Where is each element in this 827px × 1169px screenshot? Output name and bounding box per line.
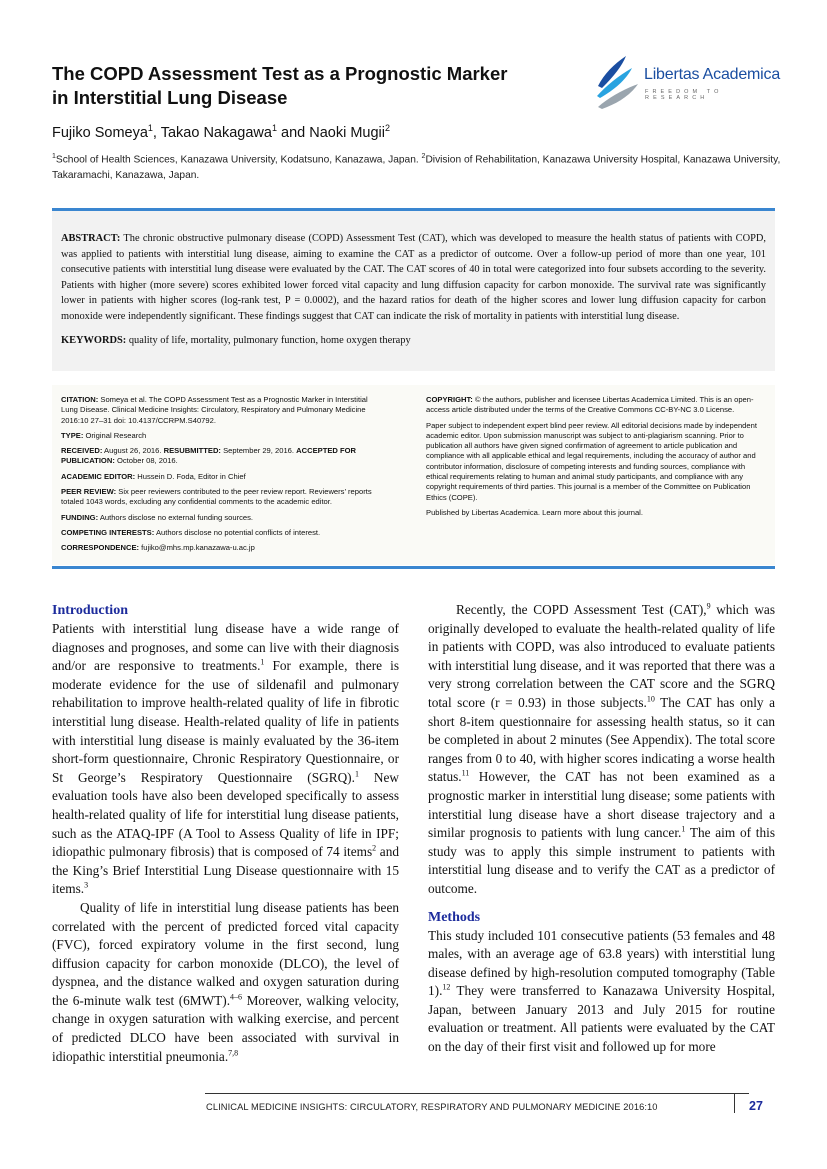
academic-editor: ACADEMIC EDITOR: Hussein D. Foda, Editor in Chief bbox=[61, 471, 246, 481]
footer-divider bbox=[734, 1093, 735, 1113]
article-info-panel bbox=[52, 385, 775, 565]
dates: RECEIVED: August 26, 2016. RESUBMITTED: September 29, 2016. ACCEPTED FOR PUBLICATION: October 08, 2016. bbox=[61, 446, 357, 466]
body-column-left bbox=[52, 601, 399, 1066]
section-heading-introduction: Introduction bbox=[52, 603, 128, 618]
paragraph: This study included 101 consecutive patients (53 females and 48 males, with an average age of 63.8 years) with interstitial lung disease defined by high-resolution computed tomography (Table 1).$^{12}$ They were transferred to Kanazawa University Hospital, Japan, between January 2013 and July 2015 for routine evaluation or treatment. All patients were evaluated by the CAT on the day of their first visit and followed up for more bbox=[428, 927, 775, 1055]
footer-rule bbox=[205, 1093, 749, 1094]
publisher-logo bbox=[594, 52, 784, 110]
learn-more-link[interactable]: Learn more about this journal. bbox=[542, 507, 643, 517]
peer-review: PEER REVIEW: Six peer reviewers contributed to the peer review report. Reviewers’ reports totaled 1043 words, excluding any confidential comments to the academic editor. bbox=[61, 487, 372, 507]
author-name: Naoki Mugii bbox=[309, 124, 385, 141]
article-info-left bbox=[61, 395, 381, 559]
author-name: Takao Nakagawa bbox=[160, 124, 272, 141]
body-column-right bbox=[428, 601, 775, 1057]
hands-logo-icon bbox=[594, 52, 644, 110]
abstract-text: ABSTRACT: The chronic obstructive pulmonary disease (COPD) Assessment Test (CAT), which was developed to measure the health status of patients with COPD, was applied to patients with interstitial lung disease, aiming to examine the CAT as a predictor of outcome. Over a follow-up period of more than one year, 101 consecutive patients with interstitial lung disease were evaluated by the CAT. The CAT scores of 40 in total were categorized into four subsets according to the severity. Patients with higher (more severe) scores exhibited lower forced vital capacity and lung diffusion capacity for carbon monoxide. The survival rate was significantly lower in patients with higher scores (log-rank test, P = 0.0002), and the hazard ratios for death of the higher scores and lower lung diffusion capacity for carbon monoxide were independently significant. These findings suggest that CAT can indicate the risk of mortality in patients with interstitial lung disease. bbox=[61, 233, 766, 322]
logo-wordmark: Libertas Academica bbox=[644, 66, 781, 83]
paragraph: Recently, the COPD Assessment Test (CAT),$^9$ which was originally developed to evaluate the health-related quality of life in patients with COPD, was also introduced to evaluate patients with interstitial lung disease, and it was reported that there was a very strong correlation between the CAT score and the SGRQ total score (r = 0.93) in those subjects.$^{10}$ The CAT has only a short 8-item questionnaire for assessing health status, so it can be completed in about 2 minutes (See Appendix). The total score ranges from 0 to 40, with higher scores indicating a worse health status.$^{11}$ However, the CAT has not been examined as a prognostic marker in interstitial lung disease; some patients with interstitial lung disease have a short disease trajectory and a similar prognosis to patients with lung cancer.$^1$ The aim of this study was to apply this simple instrument to patients with interstitial lung disease and to verify the CAT as a predictor of outcome. bbox=[428, 601, 775, 896]
competing-interests: COMPETING INTERESTS: Authors disclose no potential conflicts of interest. bbox=[61, 527, 321, 537]
article-info-right bbox=[426, 395, 768, 523]
copyright: COPYRIGHT: © the authors, publisher and licensee Libertas Academica Limited. This is an open-access article distributed under the terms of the Creative Commons CC-BY-NC 3.0 License. bbox=[426, 395, 754, 415]
correspondence-email[interactable]: fujiko@mhs.mp.kanazawa-u.ac.jp bbox=[139, 543, 255, 553]
correspondence: CORRESPONDENCE: fujiko@mhs.mp.kanazawa-u.ac.jp bbox=[61, 543, 255, 553]
funding: FUNDING: Authors disclose no external funding sources. bbox=[61, 512, 254, 522]
footer-journal-name: CLINICAL MEDICINE INSIGHTS: CIRCULATORY, RESPIRATORY AND PULMONARY MEDICINE 2016:10 bbox=[206, 1102, 658, 1112]
author-list: Fujiko Someya$^1$, Takao Nakagawa$^1$ and Naoki Mugii$^2$ bbox=[52, 123, 390, 141]
title-line-1: The COPD Assessment Test as a Prognostic Marker bbox=[52, 63, 508, 84]
paragraph: Quality of life in interstitial lung disease patients has been correlated with the percent of predicted forced vital capacity (FVC), forced expiratory volume in the first second, lung diffusion capacity for carbon monoxide (DLCO), the level of dyspnea, and the distance walked and oxygen saturation during the 6-minute walk test (6MWT).$^{4-6}$ Moreover, walking velocity, change in oxygen saturation with walking exercise, and percent of predicted DLCO have been associated with survival in idiopathic interstitial pneumonia.$^{7,8}$ bbox=[52, 899, 400, 1064]
title-line-2: in Interstitial Lung Disease bbox=[52, 87, 288, 108]
review-statement: Paper subject to independent expert blind peer review. All editorial decisions made by independent academic editor. Upon submission manuscript was subject to anti-plagiarism scanning. Prior to publication all authors have given signed confirmation of agreement to article publication and compliance with all applicable ethical and legal requirements, including the accuracy of author and contributor information, disclosure of competing interests and funding sources, compliance with ethical requirements relating to human and animal study participants, and compliance with any copyright requirements of third parties. This journal is a member of the Committee on Publication Ethics (COPE). bbox=[426, 420, 757, 502]
author-name: Fujiko Someya bbox=[52, 124, 148, 141]
info-bottom-rule bbox=[52, 566, 775, 569]
paragraph: Patients with interstitial lung disease have a wide range of diagnoses and prognoses, and some can live with their diagnosis and/or are responsive to treatments.$^1$ For example, there is moderate evidence for the use of sildenafil and pulmonary rehabilitation to improve health-related quality of life in fibrotic interstitial lung disease. Health-related quality of life in patients with interstitial lung disease is mainly evaluated by the 36-item short-form questionnaire, Chronic Respiratory Questionnaire, or St George’s Respiratory Questionnaire (SGRQ).$^1$ New evaluation tools have also been developed specifically to assess health-related quality of life for interstitial lung disease patients, such as the ATAQ-IPF (A Tool to Assess Quality of life in IPF; idiopathic pulmonary fibrosis) that is composed of 74 items$^2$ and the King’s Brief Interstitial Lung Disease questionnaire with 15 items.$^3$ bbox=[52, 621, 399, 897]
article-type: TYPE: Original Research bbox=[61, 430, 147, 440]
page-number: 27 bbox=[749, 1099, 763, 1113]
section-heading-methods: Methods bbox=[428, 909, 481, 925]
logo-tagline: FREEDOM TO RESEARCH bbox=[645, 89, 723, 101]
article-title bbox=[52, 62, 572, 110]
abstract-box bbox=[52, 211, 775, 371]
publisher-statement: Published by Libertas Academica. Learn more about this journal. bbox=[426, 507, 643, 517]
keywords: KEYWORDS: quality of life, mortality, pulmonary function, home oxygen therapy bbox=[61, 334, 411, 346]
affiliations: $^1$School of Health Sciences, Kanazawa University, Kodatsuno, Kanazawa, Japan. $^2$Division of Rehabilitation, Kanazawa University Hospital, Kanazawa University, Takaramachi, Kanazawa, Japan. bbox=[52, 153, 781, 181]
citation: CITATION: Someya et al. The COPD Assessment Test as a Prognostic Marker in Interstitial Lung Disease. Clinical Medicine Insights: Circulatory, Respiratory and Pulmonary Medicine 2016:10 27–31 doi: 10.4137/CCRPM.S40792. bbox=[61, 395, 368, 425]
